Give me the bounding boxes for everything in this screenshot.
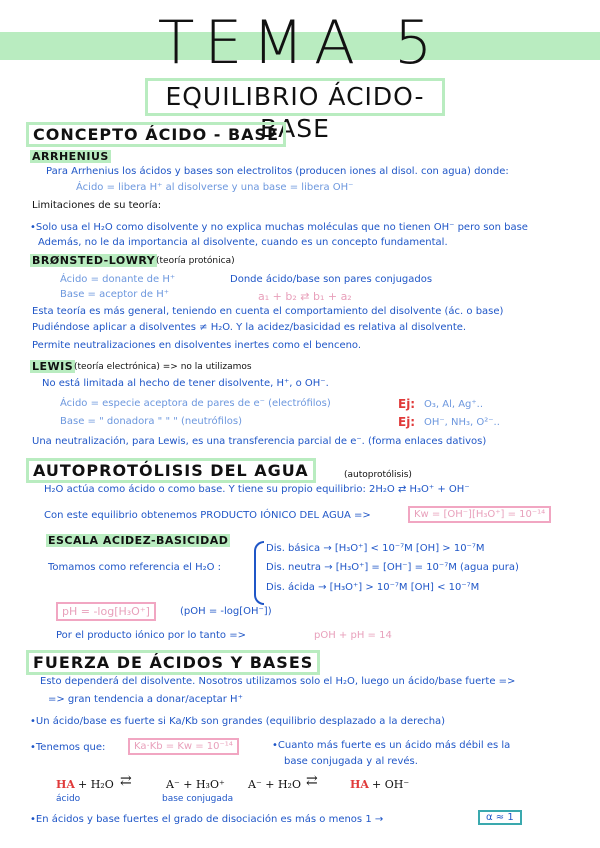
section-heading-fuerza: FUERZA DE ÁCIDOS Y BASES xyxy=(26,650,320,675)
conjugate-pairs-equation: a₁ + b₂ ⇄ b₁ + a₂ xyxy=(258,290,352,303)
text-line: •Cuanto más fuerte es un ácido más débil es la xyxy=(272,740,511,751)
text-line: •Solo usa el H₂O como disolvente y no explica muchas moléculas que no tienen OH⁻ pero son base xyxy=(30,222,528,233)
example-label: Ej: xyxy=(398,397,416,411)
equation-term: A⁻ + H₃O⁺ xyxy=(166,778,225,791)
text-line: H₂O actúa como ácido o como base. Y tiene su propio equilibrio: 2H₂O ⇄ H₃O⁺ + OH⁻ xyxy=(44,484,470,495)
poh-formula: (pOH = -log[OH⁻]) xyxy=(180,606,272,617)
equilibrium-arrow: ⇄ xyxy=(120,773,132,789)
equation-label-acid: ácido xyxy=(56,794,81,804)
subheading-bronsted-lowry: BRØNSTED-LOWRY xyxy=(32,254,156,267)
text-line: Limitaciones de su teoría: xyxy=(32,200,162,211)
text-line: Para Arrhenius los ácidos y bases son electrolitos (producen iones al disol. con agua) donde: xyxy=(46,166,509,177)
ph-formula-box: pH = -log[H₃O⁺] xyxy=(56,602,156,621)
text-line: •Tenemos que: xyxy=(30,742,106,753)
equation-term: A⁻ + H₂O xyxy=(248,778,301,791)
text-line: Ácido = donante de H⁺ xyxy=(60,274,176,285)
page-subtitle: EQUILIBRIO ÁCIDO-BASE xyxy=(145,78,445,116)
kw-formula-box: Kw = [OH⁻][H₃O⁺] = 10⁻¹⁴ xyxy=(408,506,551,523)
text-line: Esto dependerá del disolvente. Nosotros utilizamos solo el H₂O, luego un ácido/base fuerte => xyxy=(40,676,516,687)
text-line: Ácido = libera H⁺ al disolverse y una base = libera OH⁻ xyxy=(76,182,354,193)
subheading-escala: ESCALA ACIDEZ-BASICIDAD xyxy=(48,534,229,547)
equation-label-base: base conjugada xyxy=(162,794,234,804)
ka-kb-formula-box: Ka·Kb = Kw = 10⁻¹⁴ xyxy=(128,738,239,755)
text-line: •Un ácido/base es fuerte si Ka/Kb son grandes (equilibrio desplazado a la derecha) xyxy=(30,716,446,727)
text-line: Esta teoría es más general, teniendo en cuenta el comportamiento del disolvente (ác. o base) xyxy=(32,306,504,317)
example-values: OH⁻, NH₃, O²⁻.. xyxy=(424,417,500,428)
brace xyxy=(254,541,264,605)
equation-ha: HA xyxy=(56,778,75,791)
ph-poh-sum: pOH + pH = 14 xyxy=(314,630,392,641)
example-values: O₃, Al, Ag⁺.. xyxy=(424,399,484,410)
text-line: •En ácidos y base fuertes el grado de disociación es más o menos 1 → xyxy=(30,814,384,825)
subheading-lewis: LEWIS xyxy=(32,360,74,373)
equilibrium-arrow: ⇄ xyxy=(306,773,318,789)
scale-neutral-line: Dis. neutra → [H₃O⁺] = [OH⁻] = 10⁻⁷M (agua pura) xyxy=(266,562,519,573)
page-title: TEMA 5 xyxy=(157,8,443,78)
section-heading-autoprotolisis: AUTOPROTÓLISIS DEL AGUA xyxy=(26,458,316,483)
text-line: Una neutralización, para Lewis, es una transferencia parcial de e⁻. (forma enlaces dativos) xyxy=(32,436,487,447)
text-line: base conjugada y al revés. xyxy=(284,756,418,767)
equation-term: + H₂O xyxy=(78,778,114,791)
text-line: Con este equilibrio obtenemos PRODUCTO IÓNICO DEL AGUA => xyxy=(44,510,371,521)
text-note: (teoría protónica) xyxy=(156,256,235,266)
text-line: Base = aceptor de H⁺ xyxy=(60,289,170,300)
text-line: => gran tendencia a donar/aceptar H⁺ xyxy=(48,694,243,705)
alpha-box: α ≈ 1 xyxy=(478,810,522,825)
scale-acid-line: Dis. ácida → [H₃O⁺] > 10⁻⁷M [OH] < 10⁻⁷M xyxy=(266,582,480,593)
text-line: Pudiéndose aplicar a disolventes ≠ H₂O. Y la acidez/basicidad es relativa al disolvente. xyxy=(32,322,467,333)
text-line: Ácido = especie aceptora de pares de e⁻ (electrófilos) xyxy=(60,398,331,409)
equation-ha: HA xyxy=(350,778,369,791)
example-label: Ej: xyxy=(398,415,416,429)
text-note: (teoría electrónica) => no la utilizamos xyxy=(74,362,252,372)
subheading-arrhenius: ARRHENIUS xyxy=(32,150,109,163)
text-note: (autoprotólisis) xyxy=(344,470,412,480)
equation-term: + OH⁻ xyxy=(372,778,410,791)
text-line: No está limitada al hecho de tener disolvente, H⁺, o OH⁻. xyxy=(42,378,329,389)
text-line: Además, no le da importancia al disolvente, cuando es un concepto fundamental. xyxy=(38,237,448,248)
scale-basic-line: Dis. básica → [H₃O⁺] < 10⁻⁷M [OH] > 10⁻⁷M xyxy=(266,543,485,554)
text-line: Donde ácido/base son pares conjugados xyxy=(230,274,433,285)
text-line: Por el producto iónico por lo tanto => xyxy=(56,630,246,641)
text-line: Tomamos como referencia el H₂O : xyxy=(48,562,222,573)
text-line: Permite neutralizaciones en disolventes inertes como el benceno. xyxy=(32,340,362,351)
section-heading-concepto: CONCEPTO ÁCIDO - BASE xyxy=(26,122,286,147)
text-line: Base = " donadora " " " (neutrófilos) xyxy=(60,416,242,427)
